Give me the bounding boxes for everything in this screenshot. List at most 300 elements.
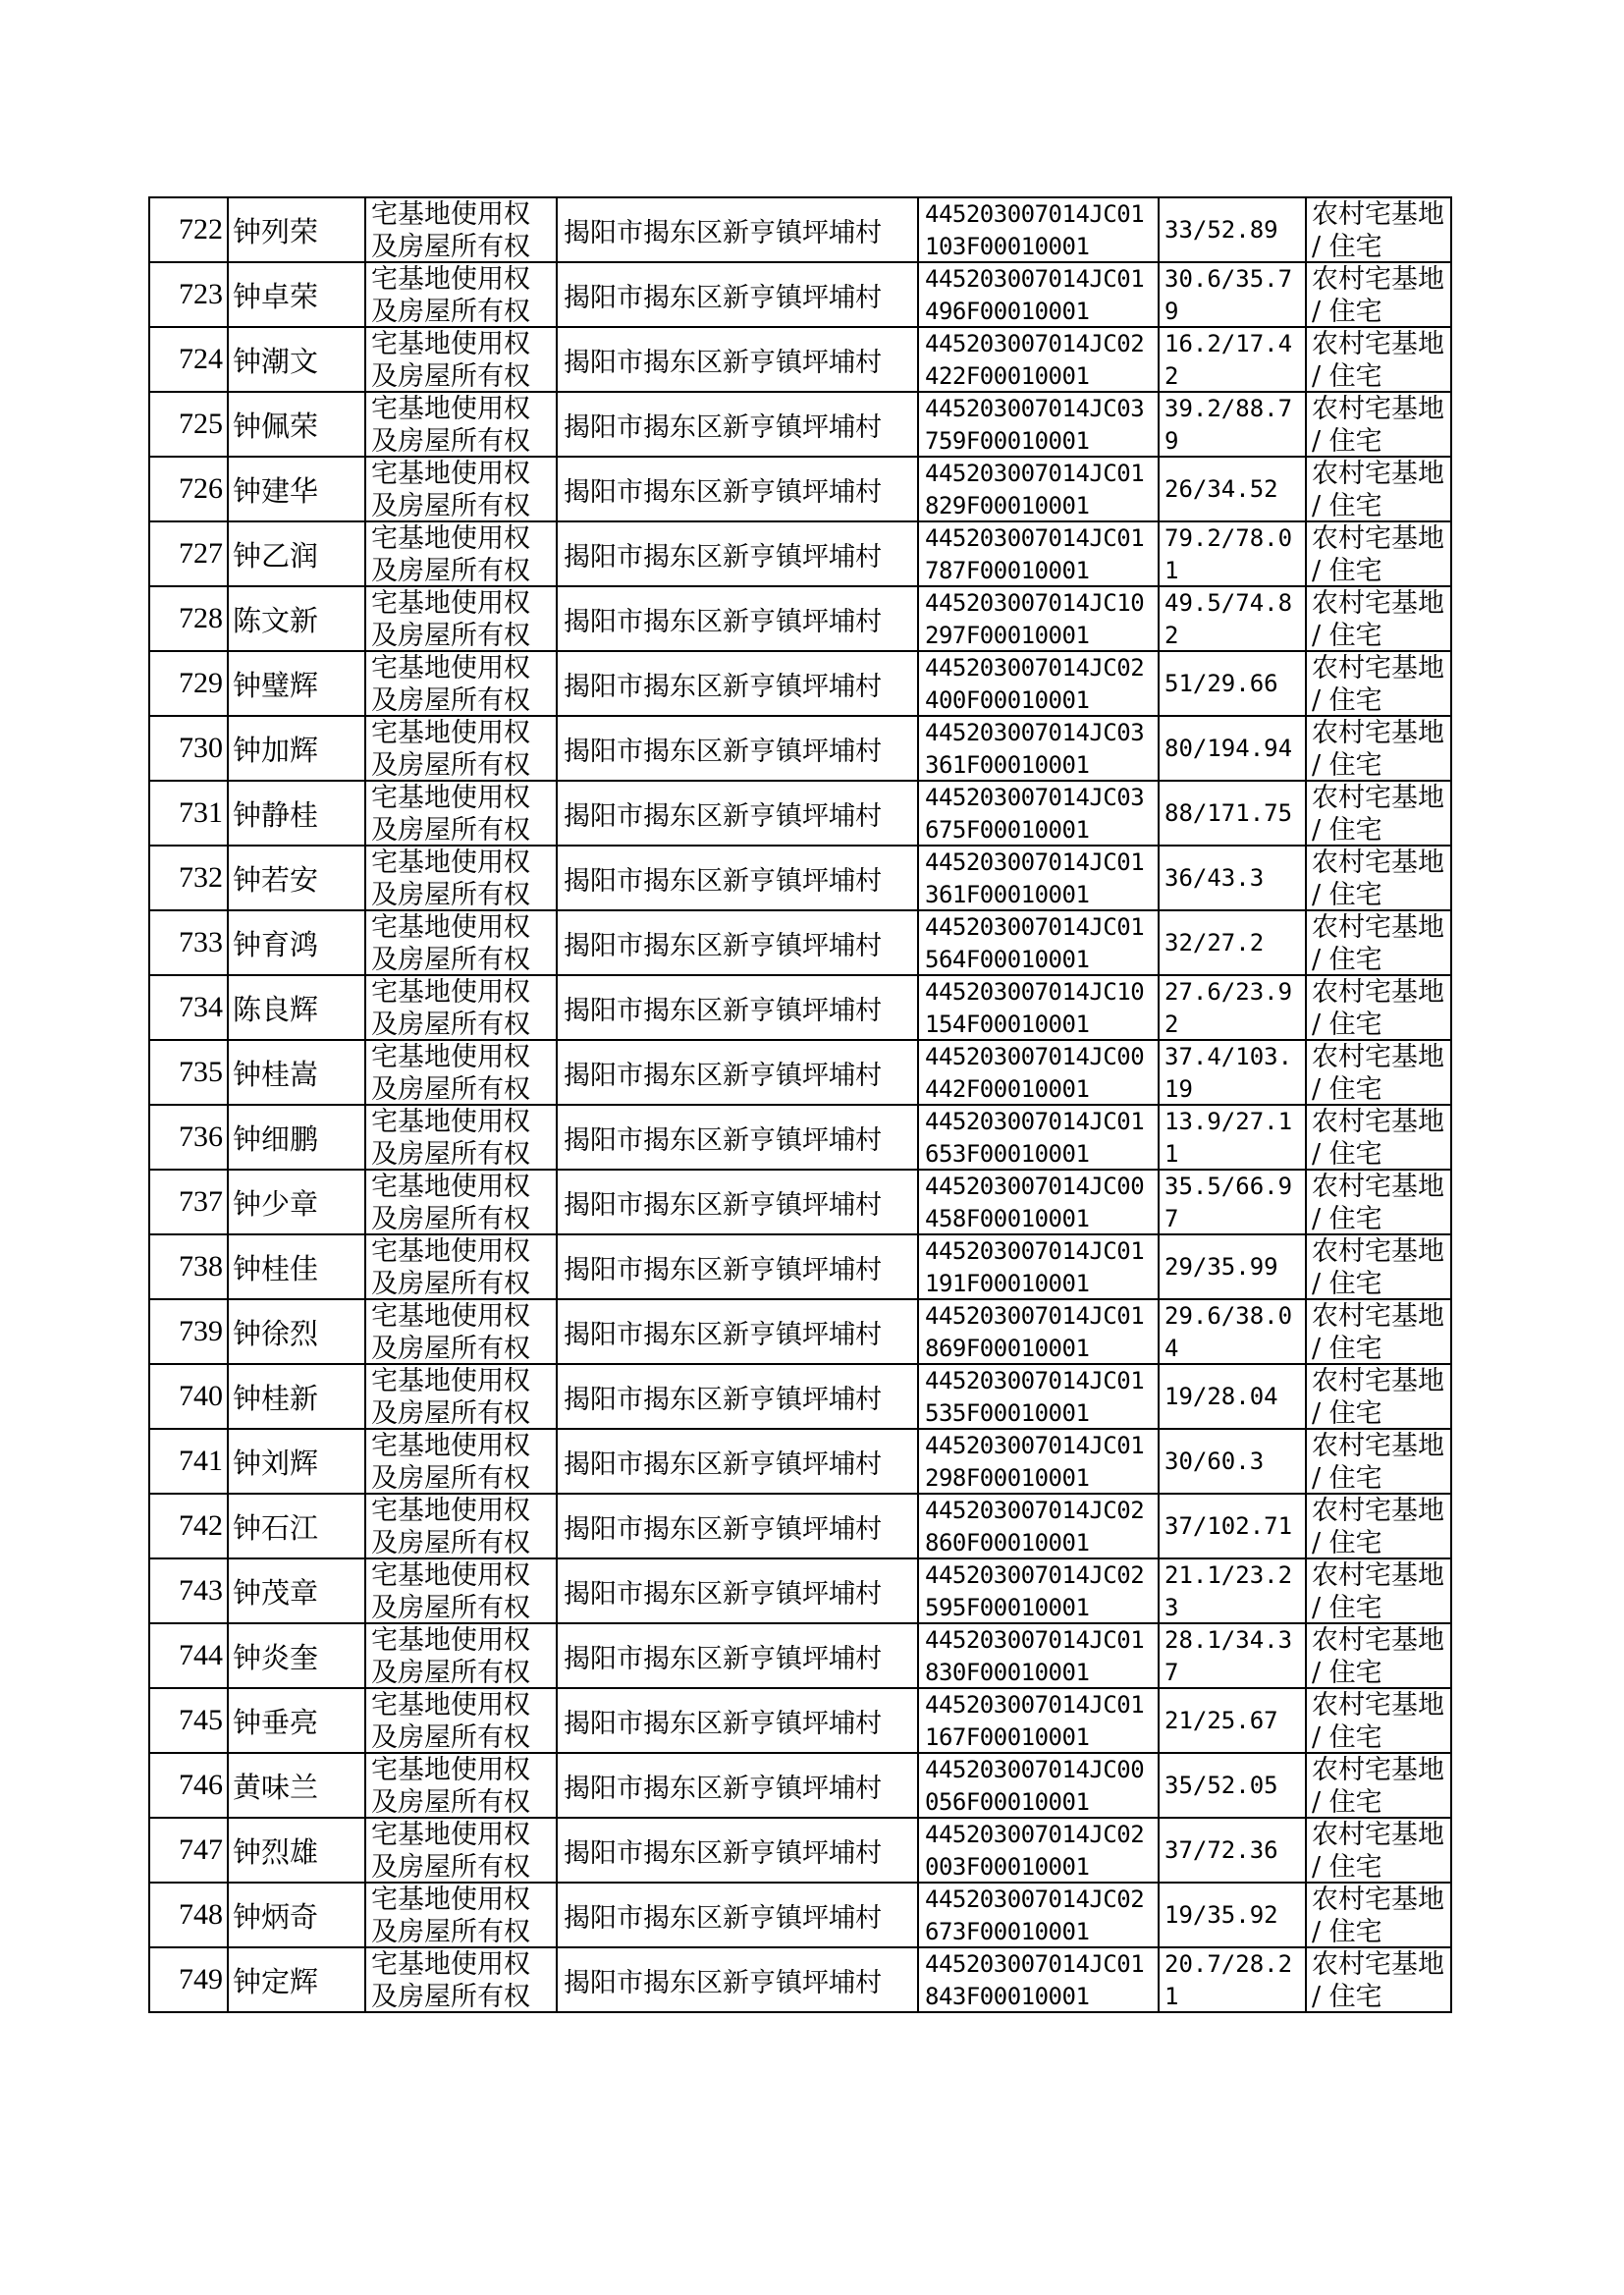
table-row <box>149 197 1451 262</box>
owner-name-text: 钟静桂 <box>233 797 319 832</box>
area-cell <box>1159 1040 1306 1105</box>
unit-code-cell <box>918 521 1159 586</box>
table-row <box>149 1753 1451 1818</box>
area-text: 39.2/88.79 <box>1164 395 1293 455</box>
land-use-text: 农村宅基地 / 住宅 <box>1312 1560 1444 1622</box>
right-type-cell <box>365 716 557 781</box>
right-type-cell <box>365 392 557 457</box>
right-type-text: 宅基地使用权及房屋所有权 <box>371 1366 530 1428</box>
land-use-cell <box>1306 846 1451 910</box>
area-cell <box>1159 197 1306 262</box>
row-number-cell <box>149 846 228 910</box>
right-type-text: 宅基地使用权及房屋所有权 <box>371 1885 530 1946</box>
unit-code-text: 445203007014JC01869F00010001 <box>925 1302 1145 1362</box>
owner-name-cell <box>228 1947 365 2012</box>
unit-code-cell <box>918 1429 1159 1494</box>
unit-code-text: 445203007014JC00458F00010001 <box>925 1173 1145 1232</box>
table-row <box>149 262 1451 327</box>
right-type-text: 宅基地使用权及房屋所有权 <box>371 329 530 391</box>
table-row <box>149 651 1451 716</box>
area-text: 26/34.52 <box>1164 474 1278 503</box>
owner-name-cell <box>228 1364 365 1429</box>
land-use-cell <box>1306 716 1451 781</box>
unit-code-text: 445203007014JC01653F00010001 <box>925 1108 1145 1168</box>
table-row <box>149 1688 1451 1753</box>
owner-name-text: 钟桂嵩 <box>233 1057 319 1091</box>
right-type-cell <box>365 1623 557 1688</box>
address-text: 揭阳市揭东区新亨镇坪埔村 <box>564 1060 882 1091</box>
owner-name-text: 钟桂佳 <box>233 1251 319 1285</box>
unit-code-cell <box>918 846 1159 910</box>
land-use-cell <box>1306 1947 1451 2012</box>
table-row <box>149 392 1451 457</box>
owner-name-text: 钟茂章 <box>233 1575 319 1610</box>
address-text: 揭阳市揭东区新亨镇坪埔村 <box>564 606 882 637</box>
right-type-cell <box>365 1364 557 1429</box>
address-cell <box>557 716 918 781</box>
address-text: 揭阳市揭东区新亨镇坪埔村 <box>564 1254 882 1285</box>
owner-name-text: 钟炎奎 <box>233 1640 319 1674</box>
right-type-text: 宅基地使用权及房屋所有权 <box>371 1172 530 1233</box>
right-type-cell <box>365 1818 557 1883</box>
address-text: 揭阳市揭东区新亨镇坪埔村 <box>564 1643 882 1674</box>
address-cell <box>557 651 918 716</box>
address-cell <box>557 1883 918 1947</box>
address-cell <box>557 392 918 457</box>
land-use-cell <box>1306 1429 1451 1494</box>
unit-code-text: 445203007014JC02673F00010001 <box>925 1885 1145 1945</box>
owner-name-cell <box>228 846 365 910</box>
table-row <box>149 910 1451 975</box>
land-use-text: 农村宅基地 / 住宅 <box>1312 783 1444 845</box>
address-text: 揭阳市揭东区新亨镇坪埔村 <box>564 1513 882 1545</box>
area-text: 16.2/17.42 <box>1164 330 1293 390</box>
area-text: 21/25.67 <box>1164 1706 1278 1734</box>
right-type-cell <box>365 846 557 910</box>
land-use-text: 农村宅基地 / 住宅 <box>1312 1949 1444 2011</box>
address-cell <box>557 1818 918 1883</box>
address-text: 揭阳市揭东区新亨镇坪埔村 <box>564 1189 882 1221</box>
row-number-text: 722 <box>179 213 223 246</box>
unit-code-text: 445203007014JC02003F00010001 <box>925 1821 1145 1881</box>
unit-code-cell <box>918 781 1159 846</box>
unit-code-cell <box>918 1688 1159 1753</box>
owner-name-text: 陈文新 <box>233 603 319 637</box>
area-cell <box>1159 1105 1306 1170</box>
owner-name-text: 钟刘辉 <box>233 1446 319 1480</box>
owner-name-cell <box>228 1753 365 1818</box>
row-number-text: 739 <box>179 1315 223 1347</box>
right-type-cell <box>365 262 557 327</box>
land-use-cell <box>1306 781 1451 846</box>
row-number-cell <box>149 457 228 521</box>
unit-code-cell <box>918 716 1159 781</box>
unit-code-cell <box>918 197 1159 262</box>
owner-name-text: 钟垂亮 <box>233 1705 319 1739</box>
right-type-cell <box>365 1170 557 1234</box>
area-cell <box>1159 651 1306 716</box>
land-use-text: 农村宅基地 / 住宅 <box>1312 653 1444 715</box>
area-text: 37.4/103.19 <box>1164 1043 1293 1103</box>
land-use-text: 农村宅基地 / 住宅 <box>1312 1755 1444 1817</box>
row-number-text: 740 <box>179 1380 223 1412</box>
unit-code-text: 445203007014JC01843F00010001 <box>925 1950 1145 2010</box>
owner-name-text: 钟加辉 <box>233 733 319 767</box>
row-number-cell <box>149 1494 228 1558</box>
address-cell <box>557 975 918 1040</box>
unit-code-cell <box>918 327 1159 392</box>
land-use-cell <box>1306 1753 1451 1818</box>
owner-name-cell <box>228 586 365 651</box>
row-number-cell <box>149 262 228 327</box>
owner-name-cell <box>228 1883 365 1947</box>
right-type-text: 宅基地使用权及房屋所有权 <box>371 1496 530 1557</box>
address-text: 揭阳市揭东区新亨镇坪埔村 <box>564 930 882 961</box>
address-text: 揭阳市揭东区新亨镇坪埔村 <box>564 1967 882 1998</box>
right-type-cell <box>365 197 557 262</box>
area-cell <box>1159 975 1306 1040</box>
unit-code-text: 445203007014JC00056F00010001 <box>925 1756 1145 1816</box>
row-number-cell <box>149 910 228 975</box>
address-text: 揭阳市揭东区新亨镇坪埔村 <box>564 217 882 248</box>
owner-name-cell <box>228 392 365 457</box>
owner-name-text: 钟若安 <box>233 862 319 897</box>
area-text: 29.6/38.04 <box>1164 1302 1293 1362</box>
owner-name-cell <box>228 521 365 586</box>
land-use-cell <box>1306 1883 1451 1947</box>
land-use-cell <box>1306 1558 1451 1623</box>
right-type-cell <box>365 521 557 586</box>
area-text: 35.5/66.97 <box>1164 1173 1293 1232</box>
unit-code-cell <box>918 1234 1159 1299</box>
unit-code-cell <box>918 1494 1159 1558</box>
unit-code-text: 445203007014JC01361F00010001 <box>925 848 1145 908</box>
unit-code-cell <box>918 1170 1159 1234</box>
unit-code-cell <box>918 1364 1159 1429</box>
row-number-cell <box>149 1623 228 1688</box>
row-number-text: 747 <box>179 1833 223 1866</box>
area-cell <box>1159 1818 1306 1883</box>
land-use-cell <box>1306 1234 1451 1299</box>
land-use-cell <box>1306 197 1451 262</box>
table-row <box>149 716 1451 781</box>
address-text: 揭阳市揭东区新亨镇坪埔村 <box>564 800 882 832</box>
right-type-cell <box>365 1947 557 2012</box>
right-type-text: 宅基地使用权及房屋所有权 <box>371 847 530 909</box>
row-number-cell <box>149 1558 228 1623</box>
right-type-text: 宅基地使用权及房屋所有权 <box>371 653 530 715</box>
land-use-text: 农村宅基地 / 住宅 <box>1312 329 1444 391</box>
row-number-cell <box>149 1105 228 1170</box>
owner-name-text: 钟徐烈 <box>233 1316 319 1350</box>
area-text: 35/52.05 <box>1164 1771 1278 1799</box>
land-use-cell <box>1306 1170 1451 1234</box>
unit-code-text: 445203007014JC01103F00010001 <box>925 200 1145 260</box>
area-text: 13.9/27.11 <box>1164 1108 1293 1168</box>
row-number-cell <box>149 716 228 781</box>
row-number-text: 731 <box>179 796 223 829</box>
unit-code-text: 445203007014JC00442F00010001 <box>925 1043 1145 1103</box>
area-cell <box>1159 1170 1306 1234</box>
address-cell <box>557 1947 918 2012</box>
right-type-text: 宅基地使用权及房屋所有权 <box>371 1301 530 1363</box>
row-number-text: 736 <box>179 1120 223 1153</box>
area-text: 80/194.94 <box>1164 734 1293 762</box>
area-text: 30.6/35.79 <box>1164 265 1293 325</box>
table-row <box>149 1364 1451 1429</box>
address-text: 揭阳市揭东区新亨镇坪埔村 <box>564 995 882 1026</box>
area-text: 36/43.3 <box>1164 863 1265 892</box>
land-use-cell <box>1306 651 1451 716</box>
row-number-cell <box>149 651 228 716</box>
address-text: 揭阳市揭东区新亨镇坪埔村 <box>564 671 882 702</box>
row-number-cell <box>149 1947 228 2012</box>
right-type-cell <box>365 457 557 521</box>
area-cell <box>1159 392 1306 457</box>
land-use-cell <box>1306 457 1451 521</box>
address-text: 揭阳市揭东区新亨镇坪埔村 <box>564 347 882 378</box>
land-use-cell <box>1306 1688 1451 1753</box>
land-use-cell <box>1306 586 1451 651</box>
address-text: 揭阳市揭东区新亨镇坪埔村 <box>564 736 882 767</box>
row-number-text: 725 <box>179 408 223 440</box>
address-cell <box>557 910 918 975</box>
land-use-text: 农村宅基地 / 住宅 <box>1312 459 1444 520</box>
owner-name-cell <box>228 457 365 521</box>
right-type-text: 宅基地使用权及房屋所有权 <box>371 523 530 585</box>
area-text: 21.1/23.23 <box>1164 1561 1293 1621</box>
area-cell <box>1159 1494 1306 1558</box>
land-use-text: 农村宅基地 / 住宅 <box>1312 1042 1444 1104</box>
right-type-cell <box>365 975 557 1040</box>
land-use-text: 农村宅基地 / 住宅 <box>1312 1107 1444 1169</box>
land-use-text: 农村宅基地 / 住宅 <box>1312 1625 1444 1687</box>
row-number-cell <box>149 1688 228 1753</box>
row-number-text: 732 <box>179 861 223 894</box>
registry-table <box>148 196 1452 2013</box>
row-number-cell <box>149 1170 228 1234</box>
area-cell <box>1159 1234 1306 1299</box>
row-number-text: 742 <box>179 1509 223 1542</box>
address-text: 揭阳市揭东区新亨镇坪埔村 <box>564 1837 882 1869</box>
row-number-cell <box>149 975 228 1040</box>
row-number-text: 723 <box>179 278 223 310</box>
table-row <box>149 1558 1451 1623</box>
unit-code-cell <box>918 1623 1159 1688</box>
right-type-text: 宅基地使用权及房屋所有权 <box>371 459 530 520</box>
unit-code-cell <box>918 1105 1159 1170</box>
address-cell <box>557 1040 918 1105</box>
land-use-text: 农村宅基地 / 住宅 <box>1312 264 1444 326</box>
row-number-text: 735 <box>179 1056 223 1088</box>
land-use-text: 农村宅基地 / 住宅 <box>1312 1172 1444 1233</box>
owner-name-cell <box>228 1234 365 1299</box>
registry-table-body <box>149 197 1451 2012</box>
owner-name-cell <box>228 651 365 716</box>
area-text: 37/102.71 <box>1164 1511 1293 1540</box>
address-text: 揭阳市揭东区新亨镇坪埔村 <box>564 541 882 573</box>
right-type-text: 宅基地使用权及房屋所有权 <box>371 718 530 780</box>
address-text: 揭阳市揭东区新亨镇坪埔村 <box>564 476 882 508</box>
area-cell <box>1159 910 1306 975</box>
address-text: 揭阳市揭东区新亨镇坪埔村 <box>564 1578 882 1610</box>
unit-code-text: 445203007014JC01191F00010001 <box>925 1237 1145 1297</box>
land-use-cell <box>1306 1818 1451 1883</box>
land-use-text: 农村宅基地 / 住宅 <box>1312 523 1444 585</box>
land-use-text: 农村宅基地 / 住宅 <box>1312 1301 1444 1363</box>
address-cell <box>557 457 918 521</box>
address-cell <box>557 1234 918 1299</box>
row-number-text: 748 <box>179 1898 223 1931</box>
unit-code-text: 445203007014JC02860F00010001 <box>925 1497 1145 1557</box>
address-cell <box>557 1623 918 1688</box>
address-text: 揭阳市揭东区新亨镇坪埔村 <box>564 865 882 897</box>
owner-name-cell <box>228 1623 365 1688</box>
owner-name-text: 钟育鸿 <box>233 927 319 961</box>
right-type-text: 宅基地使用权及房屋所有权 <box>371 1755 530 1817</box>
table-row <box>149 1040 1451 1105</box>
unit-code-text: 445203007014JC03361F00010001 <box>925 719 1145 779</box>
area-text: 20.7/28.21 <box>1164 1950 1293 2010</box>
owner-name-text: 陈良辉 <box>233 992 319 1026</box>
land-use-cell <box>1306 1105 1451 1170</box>
unit-code-cell <box>918 1753 1159 1818</box>
owner-name-text: 钟璧辉 <box>233 668 319 702</box>
owner-name-text: 钟佩荣 <box>233 409 319 443</box>
owner-name-cell <box>228 975 365 1040</box>
address-cell <box>557 586 918 651</box>
owner-name-cell <box>228 1040 365 1105</box>
land-use-text: 农村宅基地 / 住宅 <box>1312 847 1444 909</box>
area-cell <box>1159 1883 1306 1947</box>
land-use-cell <box>1306 1364 1451 1429</box>
right-type-cell <box>365 1105 557 1170</box>
area-cell <box>1159 1429 1306 1494</box>
land-use-text: 农村宅基地 / 住宅 <box>1312 1496 1444 1557</box>
table-row <box>149 1105 1451 1170</box>
owner-name-cell <box>228 1494 365 1558</box>
row-number-cell <box>149 392 228 457</box>
row-number-cell <box>149 1299 228 1364</box>
unit-code-cell <box>918 457 1159 521</box>
owner-name-text: 钟列荣 <box>233 214 319 248</box>
address-cell <box>557 1558 918 1623</box>
row-number-text: 733 <box>179 926 223 958</box>
area-cell <box>1159 586 1306 651</box>
table-row <box>149 1429 1451 1494</box>
row-number-text: 730 <box>179 732 223 764</box>
row-number-text: 728 <box>179 602 223 634</box>
address-text: 揭阳市揭东区新亨镇坪埔村 <box>564 1902 882 1934</box>
address-cell <box>557 846 918 910</box>
address-cell <box>557 1170 918 1234</box>
row-number-cell <box>149 197 228 262</box>
address-cell <box>557 1753 918 1818</box>
land-use-text: 农村宅基地 / 住宅 <box>1312 588 1444 650</box>
address-text: 揭阳市揭东区新亨镇坪埔村 <box>564 1708 882 1739</box>
owner-name-cell <box>228 1818 365 1883</box>
area-text: 19/35.92 <box>1164 1900 1278 1929</box>
land-use-text: 农村宅基地 / 住宅 <box>1312 1366 1444 1428</box>
land-use-cell <box>1306 1494 1451 1558</box>
right-type-text: 宅基地使用权及房屋所有权 <box>371 1236 530 1298</box>
area-cell <box>1159 1299 1306 1364</box>
area-text: 29/35.99 <box>1164 1252 1278 1281</box>
table-row <box>149 1170 1451 1234</box>
table-row <box>149 1299 1451 1364</box>
row-number-text: 734 <box>179 991 223 1023</box>
area-text: 88/171.75 <box>1164 798 1293 827</box>
row-number-cell <box>149 1040 228 1105</box>
table-row <box>149 1883 1451 1947</box>
owner-name-cell <box>228 327 365 392</box>
area-text: 79.2/78.01 <box>1164 524 1293 584</box>
owner-name-cell <box>228 1558 365 1623</box>
owner-name-text: 钟细鹏 <box>233 1121 319 1156</box>
owner-name-text: 钟炳奇 <box>233 1899 319 1934</box>
right-type-text: 宅基地使用权及房屋所有权 <box>371 1431 530 1493</box>
table-row <box>149 1947 1451 2012</box>
land-use-cell <box>1306 1299 1451 1364</box>
unit-code-cell <box>918 586 1159 651</box>
area-text: 37/72.36 <box>1164 1835 1278 1864</box>
area-cell <box>1159 781 1306 846</box>
owner-name-text: 黄味兰 <box>233 1770 319 1804</box>
area-text: 33/52.89 <box>1164 215 1278 244</box>
row-number-cell <box>149 1753 228 1818</box>
unit-code-text: 445203007014JC02422F00010001 <box>925 330 1145 390</box>
unit-code-text: 445203007014JC03675F00010001 <box>925 784 1145 844</box>
table-row <box>149 975 1451 1040</box>
owner-name-cell <box>228 910 365 975</box>
unit-code-cell <box>918 1299 1159 1364</box>
table-row <box>149 846 1451 910</box>
row-number-text: 749 <box>179 1963 223 1995</box>
area-text: 51/29.66 <box>1164 669 1278 697</box>
unit-code-text: 445203007014JC01829F00010001 <box>925 460 1145 519</box>
area-cell <box>1159 1558 1306 1623</box>
address-cell <box>557 781 918 846</box>
land-use-text: 农村宅基地 / 住宅 <box>1312 1885 1444 1946</box>
address-cell <box>557 521 918 586</box>
unit-code-text: 445203007014JC01564F00010001 <box>925 913 1145 973</box>
area-text: 49.5/74.82 <box>1164 589 1293 649</box>
right-type-cell <box>365 1753 557 1818</box>
owner-name-cell <box>228 1299 365 1364</box>
row-number-cell <box>149 1883 228 1947</box>
address-text: 揭阳市揭东区新亨镇坪埔村 <box>564 1448 882 1480</box>
row-number-text: 746 <box>179 1769 223 1801</box>
land-use-cell <box>1306 1040 1451 1105</box>
row-number-text: 724 <box>179 343 223 375</box>
right-type-cell <box>365 781 557 846</box>
unit-code-text: 445203007014JC03759F00010001 <box>925 395 1145 455</box>
owner-name-cell <box>228 197 365 262</box>
row-number-text: 738 <box>179 1250 223 1283</box>
row-number-cell <box>149 1364 228 1429</box>
table-row <box>149 1623 1451 1688</box>
owner-name-cell <box>228 262 365 327</box>
area-cell <box>1159 1947 1306 2012</box>
unit-code-cell <box>918 1883 1159 1947</box>
owner-name-cell <box>228 781 365 846</box>
area-cell <box>1159 716 1306 781</box>
land-use-cell <box>1306 521 1451 586</box>
address-cell <box>557 1688 918 1753</box>
row-number-cell <box>149 781 228 846</box>
row-number-cell <box>149 1818 228 1883</box>
unit-code-text: 445203007014JC01496F00010001 <box>925 265 1145 325</box>
